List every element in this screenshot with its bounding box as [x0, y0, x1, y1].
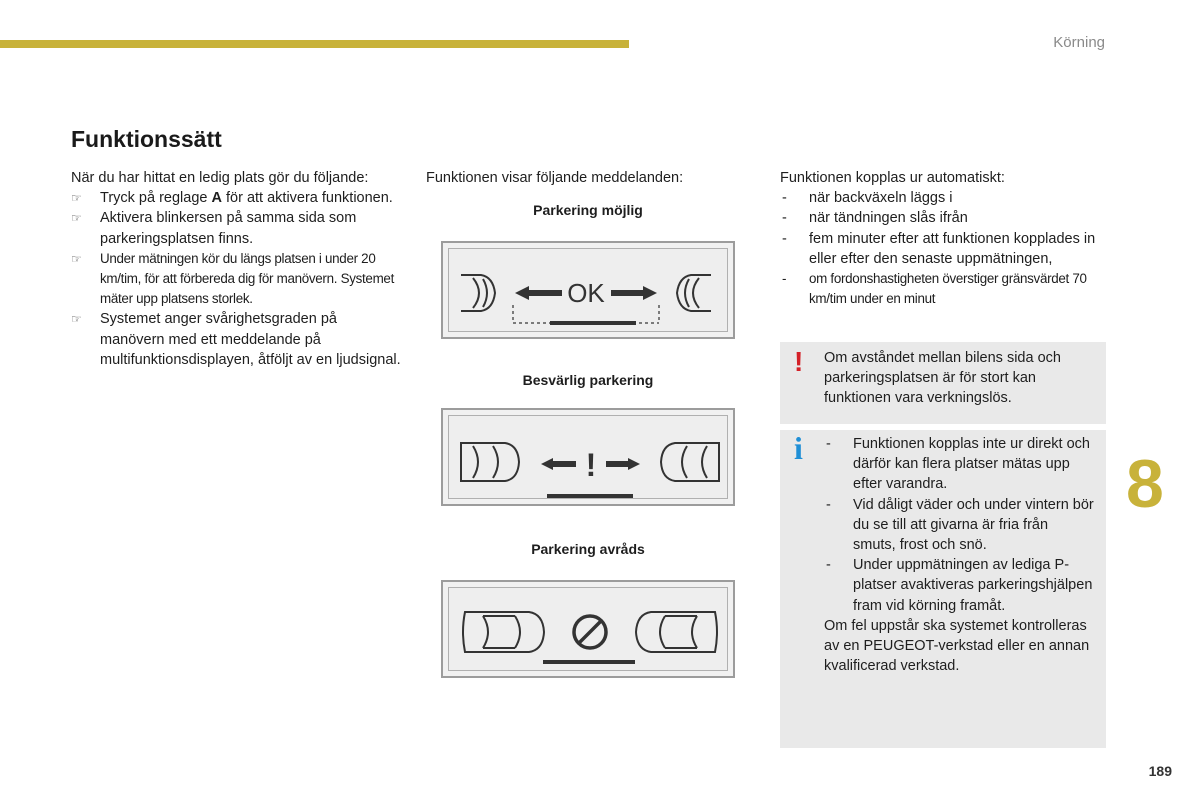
info-content	[824, 434, 1094, 676]
info-item: - Vid dåligt väder och under vintern bör du se till att givarna är fria från smuts, frost och snö.	[826, 496, 1094, 554]
column-instructions	[71, 168, 401, 370]
prohibited-icon	[574, 616, 606, 648]
instruction-item: ☞ Tryck på reglage A för att aktivera funktionen.	[71, 188, 401, 208]
info-box	[780, 430, 1106, 748]
display-parking-difficult	[441, 408, 735, 506]
control-letter: A	[211, 190, 222, 207]
display-parking-not-advised	[441, 580, 735, 678]
instruction-item: ☞ Systemet anger svårighetsgraden på manövern med ett meddelande på multifunktionsdisplayen, åtföljt av en ljudsignal.	[71, 311, 401, 368]
info-item: - Under uppmätningen av lediga P-platser avaktiveras parkeringshjälpen fram vid körning framåt.	[826, 557, 1093, 614]
section-label: Körning	[1053, 34, 1105, 51]
column-auto-disable	[780, 168, 1110, 309]
messages-intro: Funktionen visar följande meddelanden:	[426, 170, 684, 186]
info-icon: i	[794, 430, 803, 466]
warning-box	[780, 342, 1106, 424]
instruction-item: ☞ Aktivera blinkersen på samma sida som parkeringsplatsen finns.	[71, 210, 357, 247]
arrow-right-icon	[643, 286, 657, 300]
message-label-difficult: Besvärlig parkering	[522, 372, 654, 388]
pointing-hand-icon: ☞	[71, 251, 82, 266]
car-left-icon	[461, 443, 519, 481]
info-item: - Funktionen kopplas inte ur direkt och därför kan flera platser mätas upp efter varandra.	[826, 436, 1090, 493]
pointing-hand-icon: ☞	[71, 191, 82, 206]
message-label-possible: Parkering möjlig	[533, 202, 643, 218]
info-list	[824, 434, 1094, 616]
instructions-list	[71, 188, 401, 370]
header-accent-bar	[0, 40, 629, 48]
pointing-hand-icon: ☞	[71, 211, 82, 226]
car-right-icon	[661, 443, 719, 481]
column-messages	[426, 168, 751, 188]
auto-disable-list	[780, 188, 1110, 309]
info-footer: Om fel uppstår ska systemet kontrolleras av en PEUGEOT-verkstad eller en annan kvalificerad verkstad.	[824, 617, 1090, 675]
car-right-icon	[636, 612, 717, 652]
arrow-right-icon	[628, 458, 640, 470]
arrow-left-icon	[515, 286, 529, 300]
parking-possible-illustration	[443, 243, 737, 341]
page-number: 189	[1148, 763, 1172, 779]
parking-not-advised-illustration	[443, 582, 737, 680]
display-exclamation-text: !	[585, 447, 597, 483]
arrow-left-icon	[541, 458, 553, 470]
page-title: Funktionssätt	[71, 126, 222, 152]
message-label-not-advised: Parkering avråds	[531, 541, 645, 557]
display-parking-possible	[441, 241, 735, 339]
instructions-intro: När du har hittat en ledig plats gör du följande:	[71, 170, 369, 186]
warning-text: Om avståndet mellan bilens sida och parkeringsplatsen är för stort kan funktionen vara verkningslös.	[824, 350, 1061, 407]
auto-disable-item: - när tändningen slås ifrån	[782, 210, 968, 227]
display-ok-text: OK	[567, 278, 605, 308]
chapter-number: 8	[1126, 446, 1164, 522]
parking-difficult-illustration	[443, 410, 737, 508]
auto-disable-item: - när backväxeln läggs i	[782, 190, 953, 207]
auto-disable-item: - fem minuter efter att funktionen kopplades in eller efter den senaste uppmätningen,	[782, 230, 1096, 267]
pointing-hand-icon: ☞	[71, 312, 82, 327]
auto-disable-intro: Funktionen kopplas ur automatiskt:	[780, 170, 1005, 186]
instruction-item: ☞ Under mätningen kör du längs platsen i under 20 km/tim, för att förbereda dig för manövern. Systemet mäter upp platsens storlek.	[71, 250, 394, 307]
auto-disable-item: - om fordonshastigheten överstiger gränsvärdet 70 km/tim under en minut	[782, 271, 1087, 307]
car-left-icon	[463, 612, 544, 652]
warning-exclamation-icon: !	[794, 346, 804, 377]
